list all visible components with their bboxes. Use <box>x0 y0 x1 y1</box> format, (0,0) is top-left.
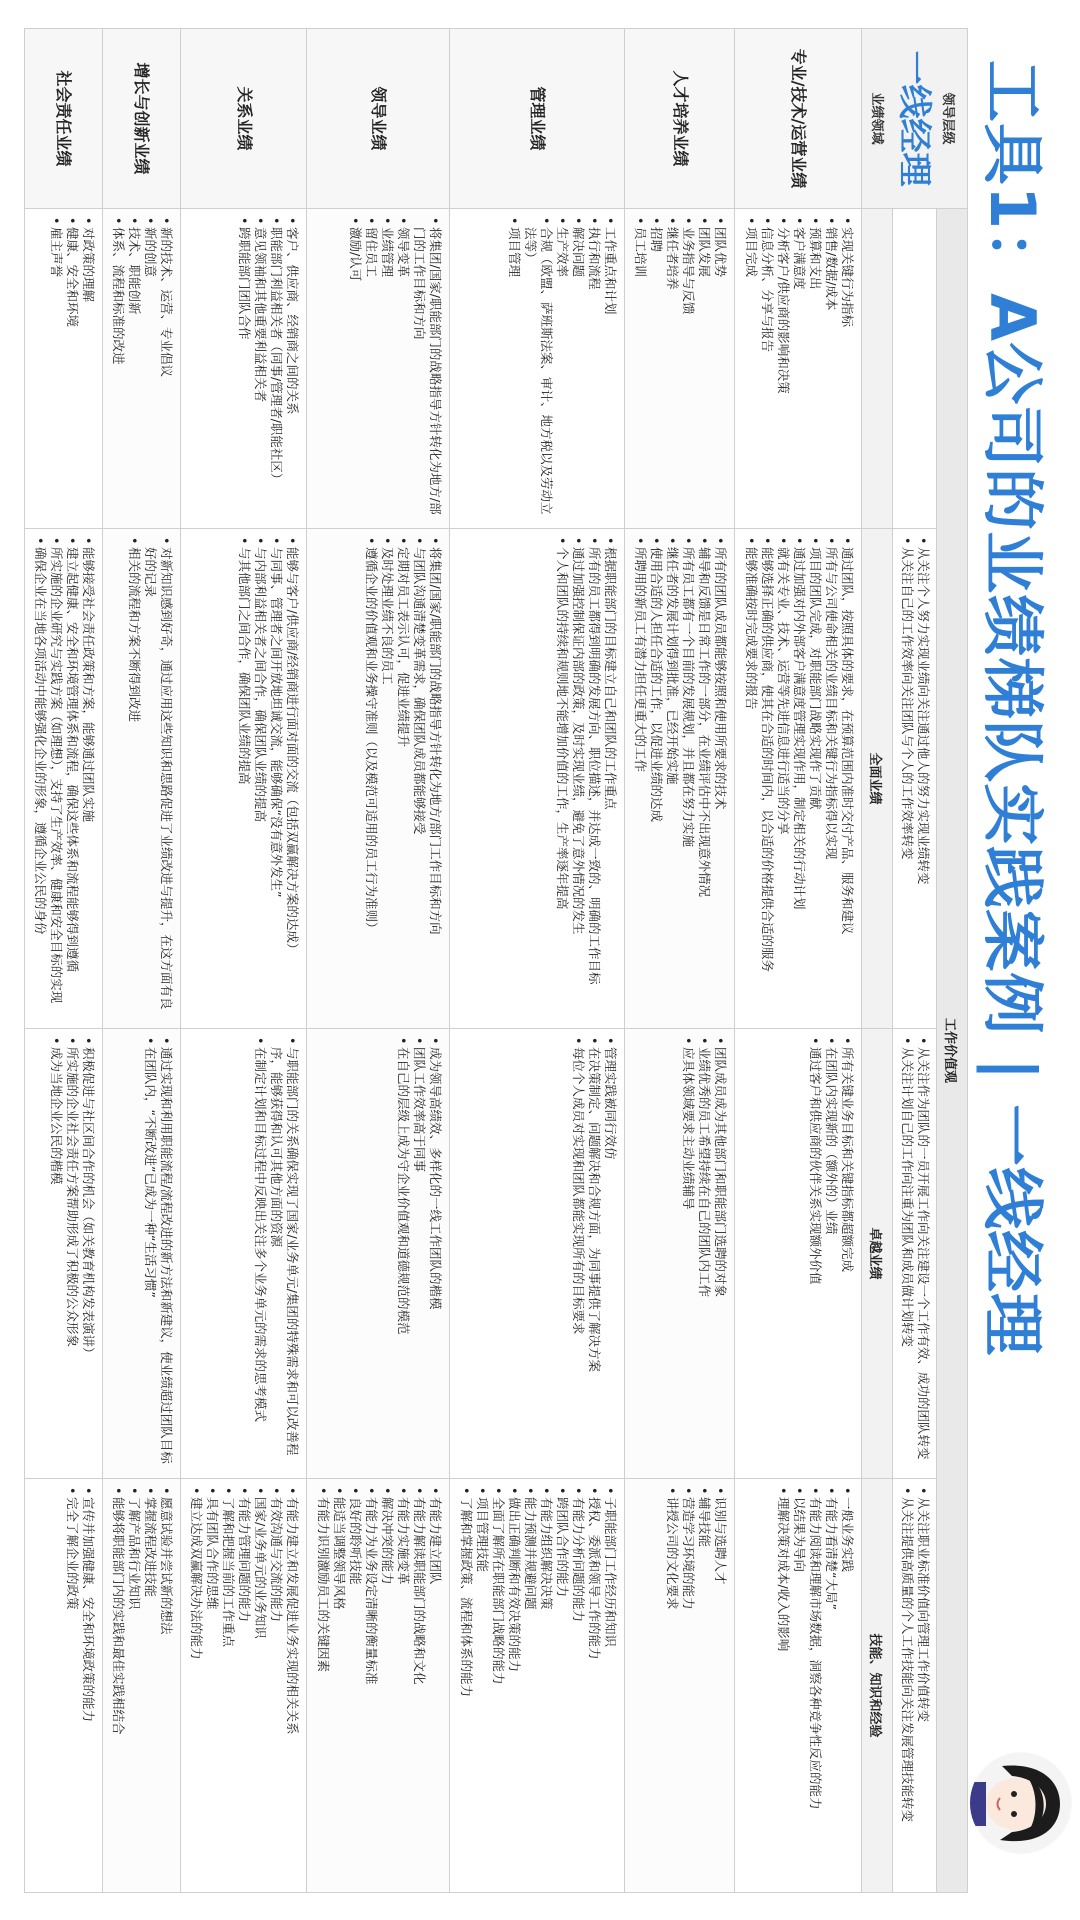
list-item: • 成为领导高绩效、多样化的一线工作团队的楷模 <box>427 1037 443 1470</box>
list-item: • 有能力阅读和理解市场数据，洞察各种竞争性反应的能力 <box>807 1487 823 1884</box>
column-header-excellent-performance: 卓越业绩 <box>861 1029 892 1479</box>
list-item: • 识别与选聘人才 <box>712 1487 728 1884</box>
list-item: • 通过实现和利用职能流程/流程改进的新方法和新建议，使业绩超过团队目标 <box>158 1037 174 1470</box>
list-item: • 雇主声誉 <box>48 217 64 520</box>
list-item: • 了解和掌握政策、流程和体系的能力 <box>458 1487 474 1884</box>
list-item: • 新的技术、运营、专业倡议 <box>158 217 174 520</box>
list-item: • 通过客户和供应商的伙伴关系实现额外价值 <box>807 1037 823 1470</box>
list-item: • 有能力管理问题的能力 <box>236 1487 252 1884</box>
matrix-cell <box>102 209 180 529</box>
matrix-cell <box>735 1479 861 1893</box>
list-item: • 信息分析、分享与报告 <box>759 217 775 520</box>
list-item: • 根据职能部门的目标建立自己和团队的工作重点 <box>602 537 618 1020</box>
list-item: • 在制定计划和目标过程中反映出关注多个业务单元的需求的思考模式 <box>252 1037 268 1470</box>
list-item: • 营造学习环境的能力 <box>680 1487 696 1884</box>
list-item: • 所有关键业务目标和关键指标都超额完成 <box>839 1037 855 1470</box>
matrix-cell <box>307 529 450 1029</box>
list-item: • 管理实践被同行效仿 <box>602 1037 618 1470</box>
table-row <box>25 29 103 1893</box>
list-item: • 与内部利益相关者之间合作，确保团队业绩的提高 <box>252 537 268 1020</box>
list-item: • 激励/认可 <box>347 217 363 520</box>
matrix-body <box>25 29 862 1893</box>
list-item: • 有能力分析问题的能力 <box>570 1487 586 1884</box>
bullet-list <box>110 217 174 520</box>
list-item: • 招聘 <box>648 217 664 520</box>
list-item: • 辅导技能 <box>696 1487 712 1884</box>
work-value-item: • 从关注计划自己的工作向注重为团队和成员做计划转变 <box>899 1037 915 1470</box>
cartoon-avatar-icon <box>970 1752 1072 1854</box>
list-item: • 有能力实施变革 <box>395 1487 411 1884</box>
matrix-cell <box>625 1479 735 1893</box>
page-title: 工具1：A公司的业绩梯队实践案例 | 一线经理 <box>976 60 1049 1356</box>
list-item: • 有能力为业务设定清晰的衡量标准 <box>363 1487 379 1884</box>
list-item: • 员工培训 <box>632 217 648 520</box>
list-item: • 团队成员成为其他部门和职能部门选聘的对象 <box>712 1037 728 1470</box>
list-item: • 每位个人成员对实现和团队都能实现所有的目标要求 <box>570 1037 586 1470</box>
matrix-cell <box>735 1029 861 1479</box>
list-item: • 理解决策对成本/收入的影响 <box>775 1487 791 1884</box>
matrix-cell <box>180 1479 306 1893</box>
list-item: • 所实施的企业研究与实践方案（如理想），支持了生产效率、健康和安全目标的实现 <box>48 537 64 1020</box>
bullet-list <box>32 537 96 1020</box>
list-item: • 将集团/国家/职能部门的战略指导方针转化为地方/部门的工作目标和方向 <box>411 217 443 520</box>
matrix-cell <box>102 529 180 1029</box>
corner-header <box>861 29 967 209</box>
list-item: • 应具体领域要求主动业绩辅导 <box>680 1037 696 1470</box>
list-item: • 客户满意度 <box>791 217 807 520</box>
bullet-list <box>48 1037 96 1470</box>
list-item: • 项目管理技能 <box>474 1487 490 1884</box>
list-item: • 能够接受社会责任政策和方案，能够通过团队实施 <box>80 537 96 1020</box>
bullet-list <box>632 217 728 520</box>
list-item: • 定期对员工表示认可，促进业绩提升 <box>395 537 411 1020</box>
list-item: • 建立起健康、安全和环境管理体系和流程，确保这些体系和流程能够得到遵循 <box>64 537 80 1020</box>
list-item: • 了解和把握当前的工作重点 <box>220 1487 236 1884</box>
list-item: • 实现关键行为指标 <box>839 217 855 520</box>
list-item: • 以结果为导向 <box>791 1487 807 1884</box>
table-row <box>180 29 306 1893</box>
list-item: • 有能力解读职能部门的战略和文化 <box>411 1487 427 1884</box>
bullet-list <box>363 537 443 1020</box>
list-item: • 预算和支出 <box>807 217 823 520</box>
list-item: • 能够选择正确的供应商，使其在合适的时间内，以合适的价格提供合适的服务 <box>759 537 775 1020</box>
matrix-cell <box>625 209 735 529</box>
bullet-list <box>743 537 855 1020</box>
list-item: • 与其他部门之间合作，确保团队业绩的提高 <box>236 537 252 1020</box>
row-header: 关系业绩 <box>180 29 306 209</box>
row-header: 社会责任业绩 <box>25 29 103 209</box>
table-row <box>735 29 861 1893</box>
work-value-item: • 从关注提供高质量的个人工作技能向关注发展管理技能转变 <box>899 1487 915 1884</box>
matrix-cell <box>180 529 306 1029</box>
list-item: • 确保企业在当地各项活动中能够强化企业的形象，遵循企业公民的身份 <box>32 537 48 1020</box>
list-item: • 讲授公司的文化要求 <box>664 1487 680 1884</box>
list-item: • 在决策制定、问题解决和合规方面，为同事提供了解决方案 <box>586 1037 602 1470</box>
list-item: • 所聘用的新员工有潜力担任更重大的工作 <box>632 537 648 1020</box>
work-values-cell-3 <box>892 1479 936 1893</box>
matrix-cell <box>449 1029 624 1479</box>
list-item: • 团队发展 <box>696 217 712 520</box>
work-values-cell-2 <box>892 1029 936 1479</box>
bullet-list <box>142 1037 174 1470</box>
list-item: • 相关的流程和方案不断得到改进 <box>126 537 142 1020</box>
list-item: • 对政策的理解 <box>80 217 96 520</box>
column-spacer <box>861 209 892 529</box>
list-item: • 解决问题 <box>570 217 586 520</box>
list-item: • 工作重点和计划 <box>602 217 618 520</box>
matrix-cell <box>25 209 103 529</box>
matrix-cell <box>735 209 861 529</box>
list-item: • 做出正确判断和有效决策的能力 <box>506 1487 522 1884</box>
list-item: • 遵循企业的价值观和业务操守准则（以及模范可适用的员工行为准则） <box>363 537 379 1020</box>
list-item: • 所有的团队成员都能够按照和使用所要求的技术 <box>712 537 728 1020</box>
matrix-cell <box>307 1029 450 1479</box>
list-item: • 跨职能部门团队合作 <box>236 217 252 520</box>
work-value-item: • 从关注作为团队的一员开展工作向关注建设一个工作有效、成功的团队转变 <box>915 1037 931 1470</box>
bullet-list <box>807 1037 855 1470</box>
row-header: 专业/技术/运营业绩 <box>735 29 861 209</box>
list-item: • 所实施的企业社会责任方案帮助形成了积极的公众形象 <box>64 1037 80 1470</box>
list-item: • 完全了解企业的政策 <box>64 1487 80 1884</box>
performance-matrix-table <box>24 28 968 1893</box>
list-item: • 领导变革 <box>395 217 411 520</box>
bullet-list <box>554 537 618 1020</box>
list-item: • 业绩优秀的员工希望持续在自己的团队内工作 <box>696 1037 712 1470</box>
bullet-list <box>664 1487 728 1884</box>
list-item: • 将集团/国家/职能部门的战略指导方针转化为地方/部门工作目标和方向 <box>427 537 443 1020</box>
bullet-list <box>395 1037 443 1470</box>
bullet-list <box>347 217 443 520</box>
level-name: 一线经理 <box>894 50 935 187</box>
list-item: • 了解产品和行业知识 <box>126 1487 142 1884</box>
matrix-cell <box>449 1479 624 1893</box>
bullet-list <box>458 1487 618 1884</box>
list-item: • 通过加强控制保证内部的政策，及时实现业绩，避免了意外情况的发生 <box>570 537 586 1020</box>
matrix-cell <box>25 1029 103 1479</box>
list-item: • 体系、流程和标准的改进 <box>110 217 126 520</box>
table-row <box>307 29 450 1893</box>
list-item: • 技术、职能创新 <box>126 217 142 520</box>
list-item: • 与职能部门的关系确保实现了国家/业务单元/集团的特殊需求和可以改善程序，能够获得和认可其他方面的资源 <box>268 1037 300 1470</box>
bullet-list <box>236 217 300 520</box>
matrix-cell <box>307 209 450 529</box>
list-item: • 继任者的发展计划得到批准，已经开始实施 <box>664 537 680 1020</box>
table-row <box>102 29 180 1893</box>
work-values-cell-1 <box>892 529 936 1029</box>
list-item: • 有效沟通与交流的能力 <box>268 1487 284 1884</box>
list-item: • 在团队内，“不断改进”已成为一种“生活习惯” <box>142 1037 158 1470</box>
list-item: • 项目管理 <box>506 217 522 520</box>
row-header: 管理业绩 <box>449 29 624 209</box>
avatar <box>970 1752 1072 1854</box>
list-item: • 客户、供应商、经销商之间的关系 <box>284 217 300 520</box>
table-row <box>625 29 735 1893</box>
list-item: • 有能力识别激励员工的关键因素 <box>315 1487 331 1884</box>
bullet-list <box>64 1487 96 1884</box>
list-item: • 项目的团队完成，对职能部门战略实现作了贡献 <box>807 537 823 1020</box>
work-value-item: • 从关注职业标准价值向管理工作价值转变 <box>915 1487 931 1884</box>
list-item: • 掌握流程改进技能 <box>142 1487 158 1884</box>
list-item: • 健康、安全和环境 <box>64 217 80 520</box>
list-item: • 愿意试验并尝试新的想法 <box>158 1487 174 1884</box>
list-item: • 所有员工都有一个目前的发展规划，并且都在努力实施 <box>680 537 696 1020</box>
list-item: • 成为当地企业公民的楷模 <box>48 1037 64 1470</box>
list-item: • 使用合适的人担任合适的工作，以促进业绩的达成 <box>648 537 664 1020</box>
list-item: • 继任者培养 <box>664 217 680 520</box>
list-item: • 积极促进与社区间合作的机会（如关教育机构发表演讲） <box>80 1037 96 1470</box>
list-item: • 辅导和反馈是日常工作的一部分，在业绩评估中不出现意外情况 <box>696 537 712 1020</box>
list-item: • 与团队沟通清楚变革需求，确保团队成员都能够接受 <box>411 537 427 1020</box>
matrix-cell <box>449 529 624 1029</box>
list-item: • 合规（欧盟、萨班斯法案、审计、地方税以及劳动立法等） <box>522 217 554 520</box>
matrix-cell <box>102 1479 180 1893</box>
matrix-cell <box>25 529 103 1029</box>
list-item: • 及时处理业绩不良的员工 <box>379 537 395 1020</box>
bullet-list <box>506 217 618 520</box>
list-item: • 能够将职能部门内的实践和最佳实践相结合 <box>110 1487 126 1884</box>
matrix-cell <box>25 1479 103 1893</box>
list-item: • 国家/业务单元的业务知识 <box>252 1487 268 1884</box>
list-item: • 对新知识感到好奇，通过应用这些知识和思路促进了业绩改进与提升，在这方面有良好的记录 <box>142 537 174 1020</box>
list-item: • 个人和团队的持续和规则地不能增加价值的工作，生产率逐年提高 <box>554 537 570 1020</box>
matrix-cell <box>307 1479 450 1893</box>
list-item: • 团队工作效率高于同事 <box>411 1037 427 1470</box>
work-value-item: • 从关注自己的工作效率向关注团队与个人的工作效率转变 <box>899 537 915 1020</box>
list-item: • 意见领袖和其他重要利益相关者 <box>252 217 268 520</box>
list-item: • 在自己的层级上成为守企业价值观和道德规范的模范 <box>395 1037 411 1470</box>
list-item: • 有能力建立和发展促进业务实现的相关关系 <box>284 1487 300 1884</box>
list-item: • 有能力看清楚“大局” <box>823 1487 839 1884</box>
column-spacer <box>892 209 936 529</box>
list-item: • 一般业务实践 <box>839 1487 855 1884</box>
row-header: 增长与创新业绩 <box>102 29 180 209</box>
list-item: • 分析客户/供应商的影响和决策 <box>775 217 791 520</box>
list-item: • 能力预测并规避问题 <box>522 1487 538 1884</box>
matrix-cell <box>449 209 624 529</box>
bullet-list <box>775 1487 855 1884</box>
table-row <box>449 29 624 1893</box>
list-item: • 职能部门利益相关者（同事/管理者/职能社区） <box>268 217 284 520</box>
bullet-list <box>252 1037 300 1470</box>
list-item: • 在团队内实现新的（额外的）业绩 <box>823 1037 839 1470</box>
list-item: • 业绩管理 <box>379 217 395 520</box>
bullet-list <box>110 1487 174 1884</box>
list-item: • 团队优势 <box>712 217 728 520</box>
row-header: 人才培养业绩 <box>625 29 735 209</box>
work-value-item: • 从关注个人努力实现业绩向关注通过他人的努力实现业绩转变 <box>915 537 931 1020</box>
list-item: • 销售/数据/成本 <box>823 217 839 520</box>
list-item: • 建立达成双赢解决办法的能力 <box>188 1487 204 1884</box>
matrix-cell <box>735 529 861 1029</box>
list-item: • 授权、委派和领导工作的能力 <box>586 1487 602 1884</box>
list-item: • 宣传并加强健康、安全和环境政策的能力 <box>80 1487 96 1884</box>
list-item: • 就有关专业、技术、运营等先进信息进行适当的分享 <box>775 537 791 1020</box>
list-item: • 与同事、管理者之间开放地坦诚交流，能够确保“没有意外发生” <box>268 537 284 1020</box>
list-item: • 生产效率 <box>554 217 570 520</box>
column-header-full-performance: 全面业绩 <box>861 529 892 1029</box>
list-item: • 所有与公司使命相关的业绩目标和关键行为指标得以实现 <box>823 537 839 1020</box>
bullet-list <box>48 217 96 520</box>
list-item: • 良好的聆听技能 <box>347 1487 363 1884</box>
list-item: • 项目完成 <box>743 217 759 520</box>
list-item: • 子职能部门工作经历和知识 <box>602 1487 618 1884</box>
list-item: • 所有的员工都得到明确的发展方向、职位描述，并达成一致的、明确的工作目标 <box>586 537 602 1020</box>
matrix-cell <box>180 1029 306 1479</box>
list-item: • 有能力组织解决决策 <box>538 1487 554 1884</box>
bullet-list <box>570 1037 618 1470</box>
list-item: • 执行和流程 <box>586 217 602 520</box>
bullet-list <box>632 537 728 1020</box>
row-header: 领导业绩 <box>307 29 450 209</box>
performance-area-label: 业绩领域 <box>869 92 885 145</box>
bullet-list <box>126 537 174 1020</box>
matrix-cell <box>102 1029 180 1479</box>
bullet-list <box>743 217 855 520</box>
list-item: • 具有团队合作的思维 <box>204 1487 220 1884</box>
list-item: • 跨团队合作的能力 <box>554 1487 570 1884</box>
list-item: • 能够准确按时完成要求的报告 <box>743 537 759 1020</box>
work-values-header: 工作价值观 <box>937 209 968 1893</box>
bullet-list <box>680 1037 728 1470</box>
list-item: • 留住员工 <box>363 217 379 520</box>
list-item: • 有能力建立团队 <box>427 1487 443 1884</box>
bullet-list <box>188 1487 300 1884</box>
matrix-cell <box>625 529 735 1029</box>
list-item: • 业务指导与反馈 <box>680 217 696 520</box>
list-item: • 能够与客户/供应商/经销商进行面对面的交流（包括双赢解决方案的达成） <box>284 537 300 1020</box>
list-item: • 通过团队，按照具体的要求，在预算范围内准时交付产品、服务和建议 <box>839 537 855 1020</box>
leadership-level-label: 领导层级 <box>940 92 956 145</box>
bullet-list <box>315 1487 443 1884</box>
matrix-cell <box>625 1029 735 1479</box>
list-item: • 通过加强对内外部客户满意度管理实现作用，制定相关的行动计划 <box>791 537 807 1020</box>
bullet-list <box>236 537 300 1020</box>
list-item: • 能适当调整领导风格 <box>331 1487 347 1884</box>
list-item: • 全面了解所在职能部门战略的能力 <box>490 1487 506 1884</box>
list-item: • 新的创意 <box>142 217 158 520</box>
list-item: • 解决冲突的能力 <box>379 1487 395 1884</box>
matrix-cell <box>180 209 306 529</box>
column-header-skills: 技能、知识和经验 <box>861 1479 892 1893</box>
